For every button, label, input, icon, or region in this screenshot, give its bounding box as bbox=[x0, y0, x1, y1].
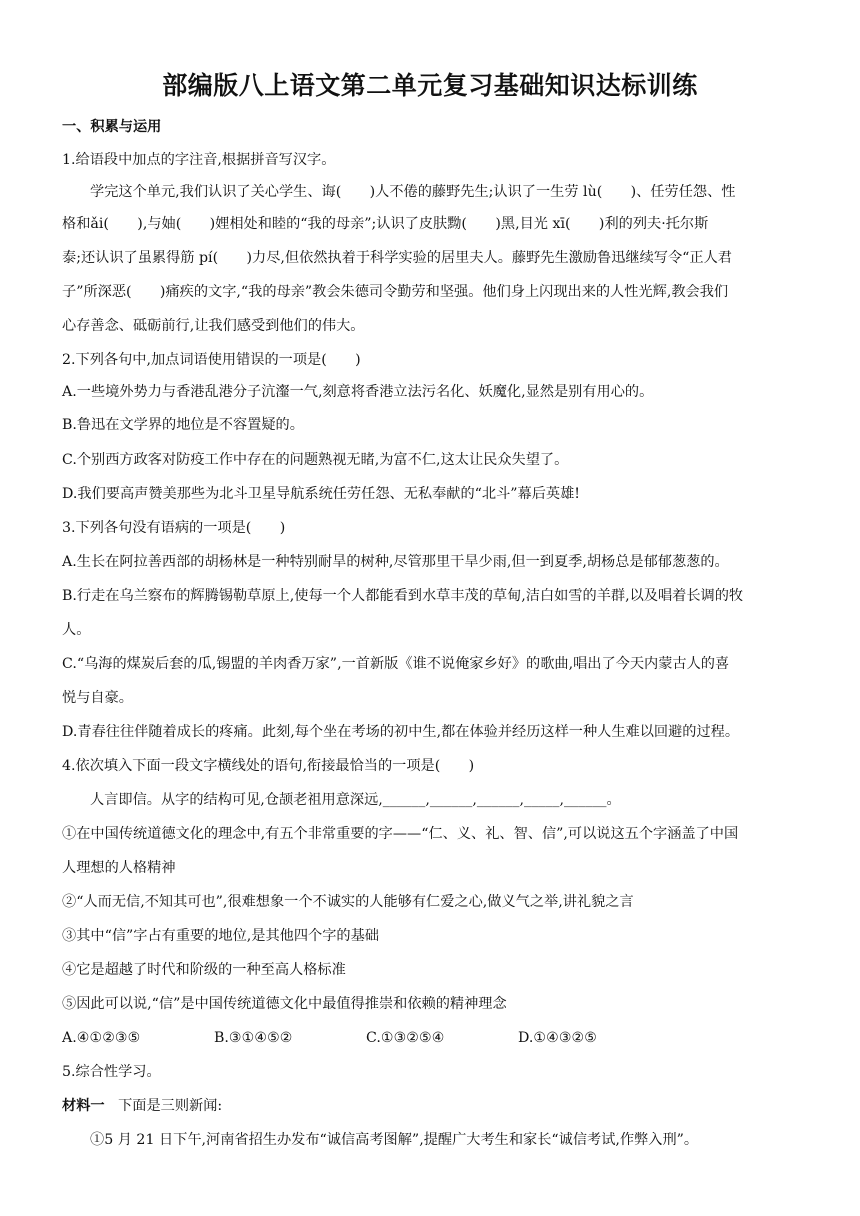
material-1-text: 下面是三则新闻: bbox=[118, 1098, 223, 1114]
question-4-sentence-4: ④它是超越了时代和阶级的一种至高人格标准 bbox=[62, 962, 346, 978]
question-4-sentence-3: ③其中“信”字占有重要的地位,是其他四个字的基础 bbox=[62, 928, 379, 944]
question-1-paragraph-line-2: 格和ǎi( ),与妯( )娌相处和睦的“我的母亲”;认识了皮肤黝( )黑,目光 xī( )利的列夫·托尔斯 bbox=[62, 216, 709, 232]
question-2-option-c: C.个别西方政客对防疫工作中存在的问题熟视无睹,为富不仁,这太让民众失望了。 bbox=[62, 452, 569, 468]
question-4-option-a: A.④①②③⑤ bbox=[62, 1030, 141, 1046]
question-2-option-a: A.一些境外势力与香港乱港分子沆瀣一气,刻意将香港立法污名化、妖魔化,显然是别有用心的。 bbox=[62, 384, 654, 400]
question-3-option-c-line-2: 悦与自豪。 bbox=[62, 690, 133, 706]
document-title: 部编版八上语文第二单元复习基础知识达标训练 bbox=[162, 71, 698, 100]
question-3-option-b-line-2: 人。 bbox=[62, 622, 91, 638]
news-item-1: ①5 月 21 日下午,河南省招生办发布“诚信高考图解”,提醒广大考生和家长“诚信考试,作弊入刑”。 bbox=[90, 1132, 699, 1148]
question-1-paragraph-line-4: 子”所深恶( )痛疾的文字,“我的母亲”教会朱德司令勤劳和坚强。他们身上闪现出来的人性光辉,教会我们 bbox=[62, 284, 729, 300]
question-2-stem: 2.下列各句中,加点词语使用错误的一项是( ) bbox=[62, 352, 361, 368]
question-1-stem: 1.给语段中加点的字注音,根据拼音写汉字。 bbox=[62, 152, 336, 168]
section-heading: 一、积累与运用 bbox=[62, 119, 162, 135]
question-4-sentence-5: ⑤因此可以说,“信”是中国传统道德文化中最值得推崇和依赖的精神理念 bbox=[62, 996, 507, 1012]
question-3-option-d: D.青春往往伴随着成长的疼痛。此刻,每个坐在考场的初中生,都在体验并经历这样一种人生难以回避的过程。 bbox=[62, 724, 740, 740]
material-1-line bbox=[62, 1096, 802, 1116]
question-3-option-a: A.生长在阿拉善西部的胡杨林是一种特别耐旱的树种,尽管那里干旱少雨,但一到夏季,胡杨总是郁郁葱葱的。 bbox=[62, 554, 729, 570]
question-1-paragraph-line-1: 学完这个单元,我们认识了关心学生、诲( )人不倦的藤野先生;认识了一生劳 lù( )、任劳任怨、性 bbox=[90, 184, 736, 200]
question-5-stem: 5.综合性学习。 bbox=[62, 1064, 161, 1080]
question-4-sentence-1-line-2: 人理想的人格精神 bbox=[62, 860, 176, 876]
question-1-paragraph-line-3: 泰;还认识了虽累得筋 pí( )力尽,但依然执着于科学实验的居里夫人。藤野先生激励鲁迅继续写令“正人君 bbox=[62, 250, 732, 266]
question-3-option-c-line-1: C.“乌海的煤炭后套的瓜,锡盟的羊肉香万家”,一首新版《谁不说俺家乡好》的歌曲,唱出了今天内蒙古人的喜 bbox=[62, 656, 730, 672]
question-4-options bbox=[62, 1028, 802, 1048]
question-4-sentence-1-line-1: ①在中国传统道德文化的理念中,有五个非常重要的字——“仁、义、礼、智、信”,可以说这五个字涵盖了中国 bbox=[62, 826, 739, 842]
question-2-option-b: B.鲁迅在文学界的地位是不容置疑的。 bbox=[62, 417, 304, 433]
question-1-paragraph-line-5: 心存善念、砥砺前行,让我们感受到他们的伟大。 bbox=[62, 318, 365, 334]
question-4-sentence-2: ②“人而无信,不知其可也”,很难想象一个不诚实的人能够有仁爱之心,做义气之举,讲礼貌之言 bbox=[62, 894, 634, 910]
question-4-option-d: D.①④③②⑤ bbox=[518, 1030, 597, 1046]
question-2-option-d: D.我们要高声赞美那些为北斗卫星导航系统任劳任怨、无私奉献的“北斗”幕后英雄! bbox=[62, 486, 580, 502]
question-4-option-b: B.③①④⑤② bbox=[214, 1030, 293, 1046]
question-4-paragraph: 人言即信。从字的结构可见,仓颉老祖用意深远,______,______,______,_____,______。 bbox=[90, 792, 621, 808]
material-1-label: 材料一 bbox=[62, 1098, 105, 1114]
question-3-stem: 3.下列各句没有语病的一项是( ) bbox=[62, 520, 286, 536]
question-3-option-b-line-1: B.行走在乌兰察布的辉腾锡勒草原上,使每一个人都能看到水草丰茂的草甸,洁白如雪的羊群,以及唱着长调的牧 bbox=[62, 588, 744, 604]
question-4-stem: 4.依次填入下面一段文字横线处的语句,衔接最恰当的一项是( ) bbox=[62, 758, 475, 774]
question-4-option-c: C.①③②⑤④ bbox=[366, 1030, 445, 1046]
